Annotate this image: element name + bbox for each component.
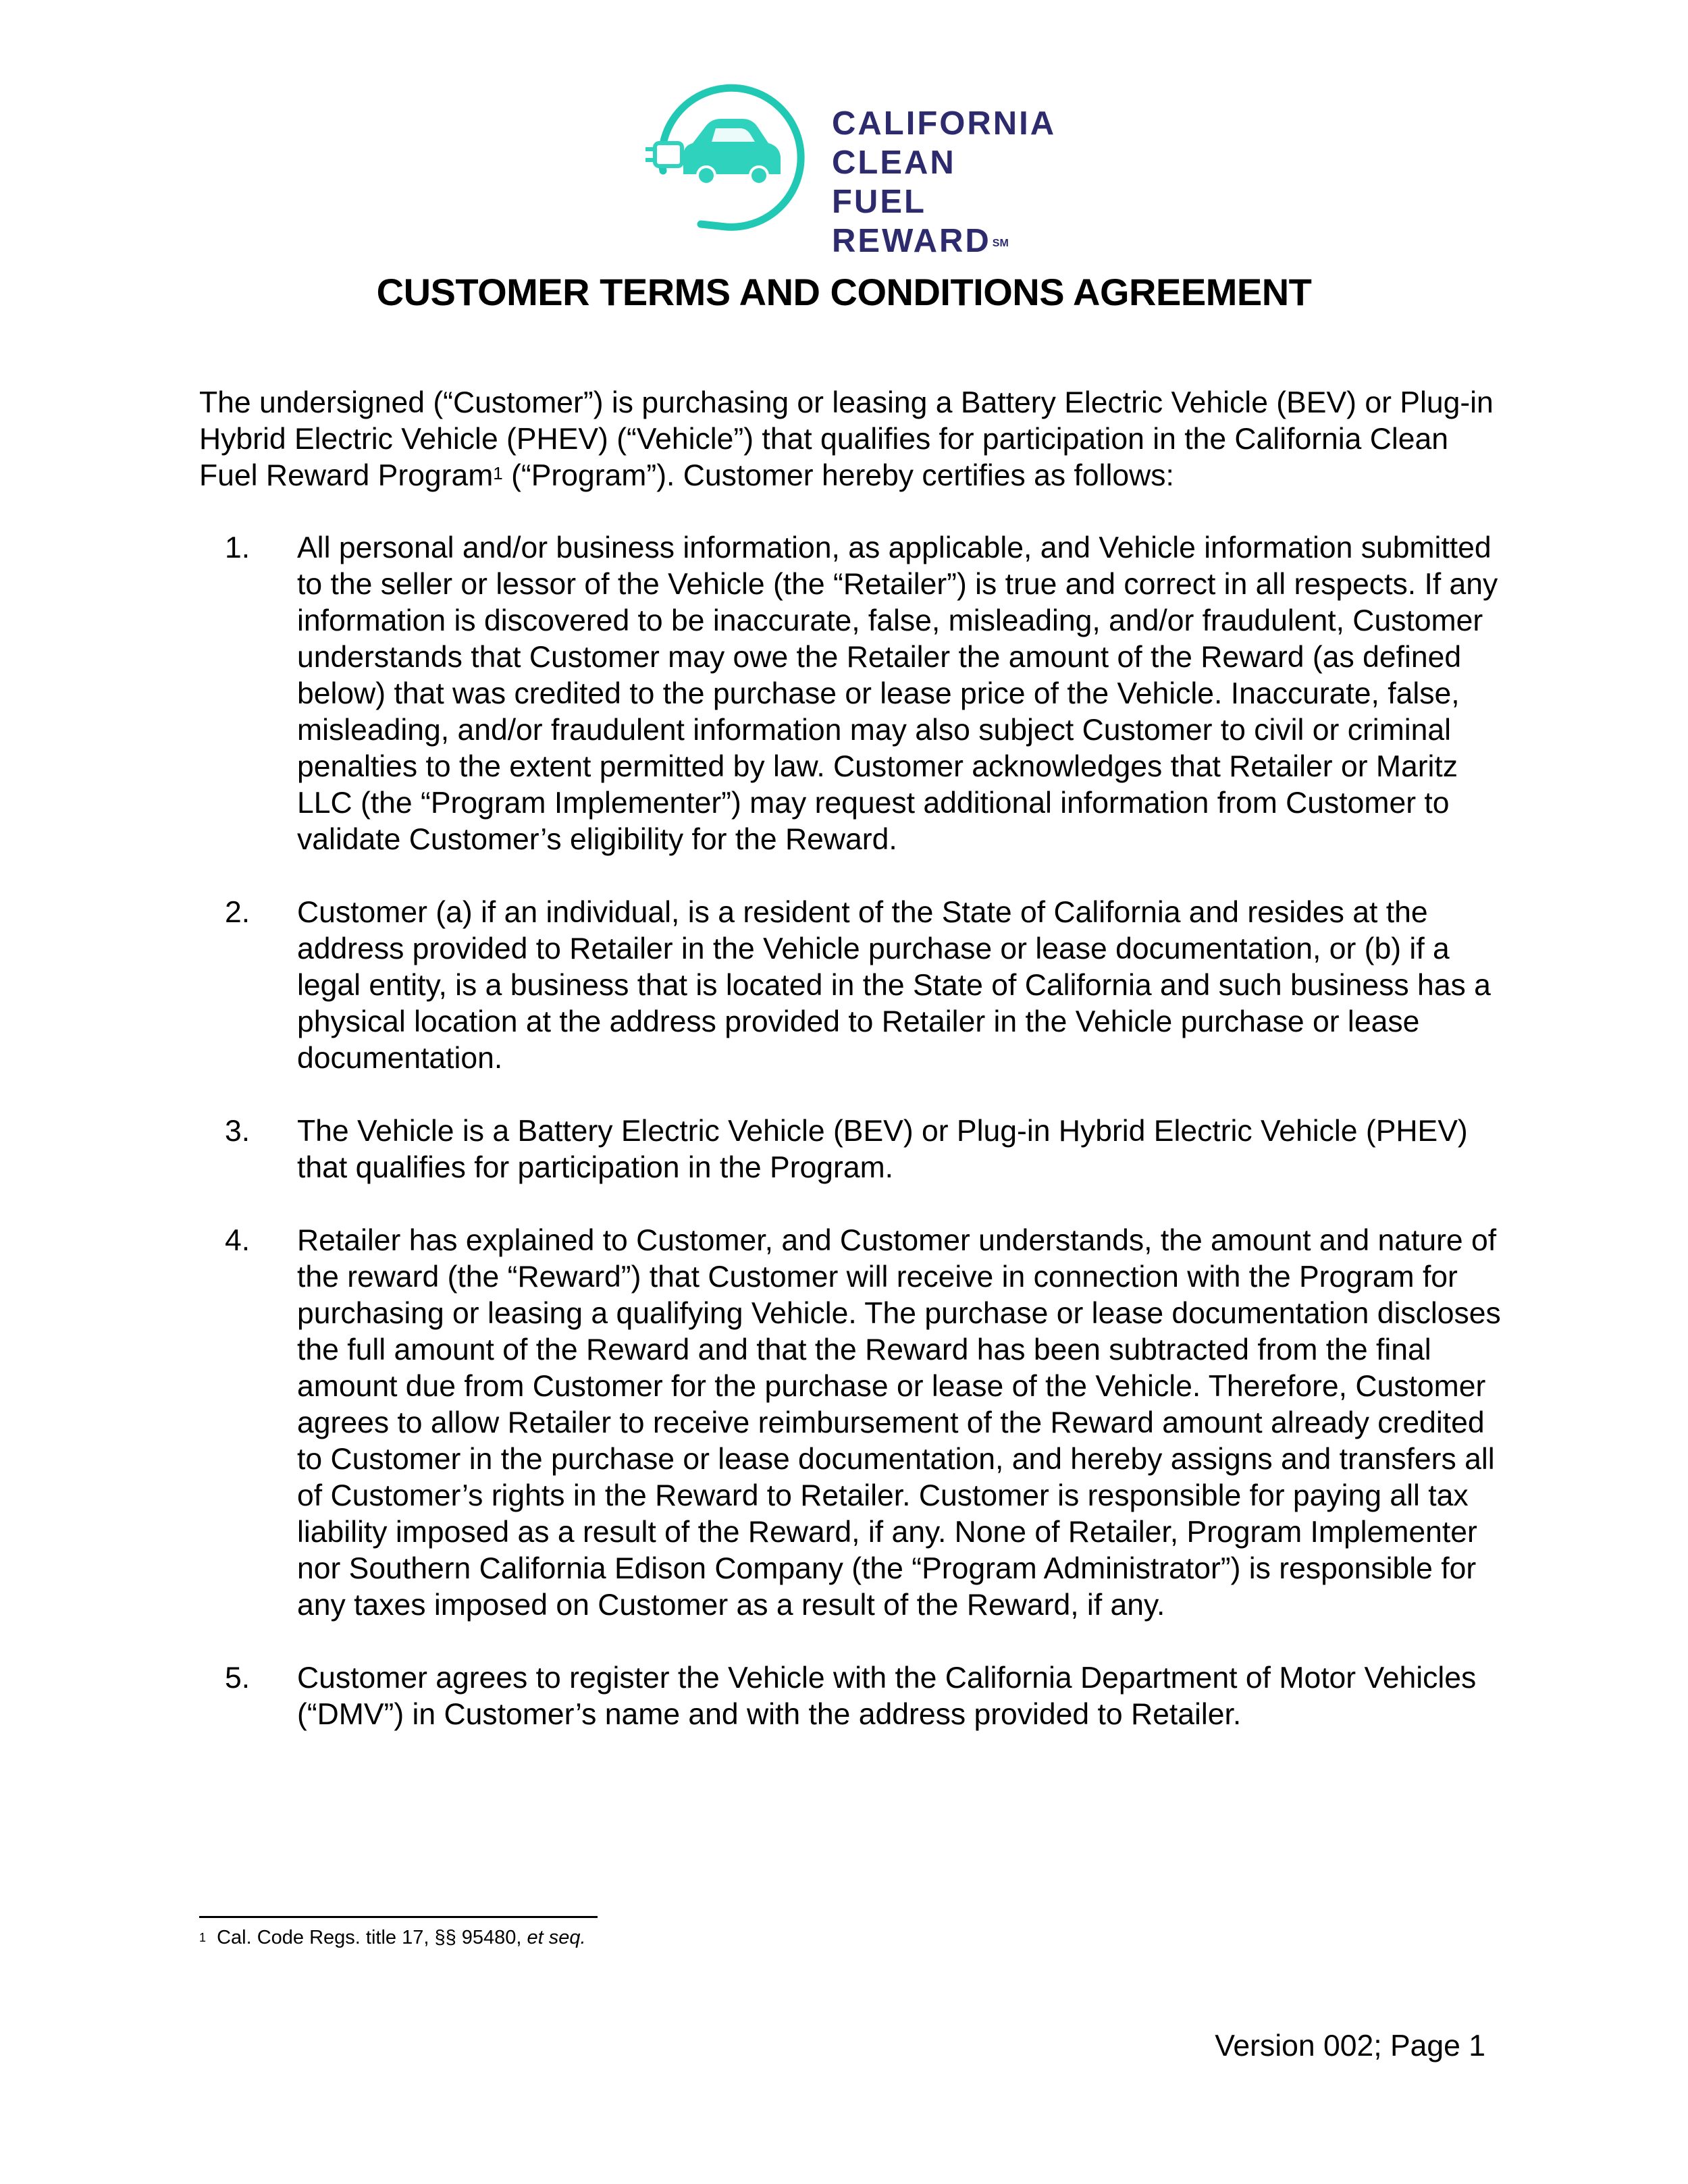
program-logo [641,73,1060,259]
term-text: Retailer has explained to Customer, and Customer understands, the amount and nature of the reward (the “Reward”) that Customer will receive in connection with the Program for purchasing or leasing a qualifying Vehicle. The purchase or lease documentation discloses the full amount of the Reward and that the Reward has been subtracted from the final amount due from Customer for the purchase or lease of the Vehicle. Therefore, Customer agrees to allow Retailer to receive reimbursement of the Reward amount already credited to Customer in the purchase or lease documentation, and hereby assigns and transfers all of Customer’s rights in the Reward to Retailer. Customer is responsible for paying all tax liability imposed as a result of the Reward, if any. None of Retailer, Program Implementer nor Southern California Edison Company (the “Program Administrator”) is responsible for any taxes imposed on Customer as a result of the Reward, if any. [297,1224,1501,1622]
intro-paragraph: The undersigned (“Customer”) is purchasing or leasing a Battery Electric Vehicle (BEV) or Plug-in Hybrid Electric Vehicle (PHEV) (“Vehicle”) that qualifies for participation in the California Clean Fuel Reward Program$^1$ (“Program”). Customer hereby certifies as follows: [199,386,1494,492]
footnote: $^1$ Cal. Code Regs. title 17, §§ 95480, et seq. [199,1927,586,1948]
term-item [199,1113,1502,1186]
term-text: The Vehicle is a Battery Electric Vehicle (BEV) or Plug-in Hybrid Electric Vehicle (PHEV) that qualifies for participation in the Program. [297,1115,1468,1184]
term-item [199,1660,1502,1733]
footnote-reference: 1 [493,463,503,483]
plug-car-icon [641,73,810,242]
page-version-footer: Version 002; Page 1 [1215,2029,1485,2062]
term-item [199,895,1502,1077]
term-number: 3. [225,1115,250,1148]
term-number: 1. [225,531,250,564]
logo-line-2: CLEAN FUEL [832,144,956,220]
service-mark: SM [992,238,1009,249]
logo-wordmark [832,104,1060,261]
footnote-italic: et seq. [527,1927,586,1948]
term-number: 4. [225,1224,250,1257]
footnote-number: 1 [199,1931,207,1944]
logo-line-1: CALIFORNIA [832,105,1057,142]
term-number: 2. [225,896,250,929]
term-text: Customer (a) if an individual, is a resident of the State of California and resides at the address provided to Retailer in the Vehicle purchase or lease documentation, or (b) if a legal entity, is a business that is located in the State of California and such business has a physical location at the address provided to Retailer in the Vehicle purchase or lease documentation. [297,896,1491,1075]
document-title: CUSTOMER TERMS AND CONDITIONS AGREEMENT [376,271,1312,313]
term-item [199,1223,1502,1624]
footnote-divider [199,1916,598,1918]
term-text: All personal and/or business information, as applicable, and Vehicle information submitted to the seller or lessor of the Vehicle (the “Retailer”) is true and correct in all respects. If any information is discovered to be inaccurate, false, misleading, and/or fraudulent, Customer understands that Customer may owe the Retailer the amount of the Reward (as defined below) that was credited to the purchase or lease price of the Vehicle. Inaccurate, false, misleading, and/or fraudulent information may also subject Customer to civil or criminal penalties to the extent permitted by law. Customer acknowledges that Retailer or Maritz LLC (the “Program Implementer”) may request additional information from Customer to validate Customer’s eligibility for the Reward. [297,531,1498,856]
terms-list [199,530,1502,1769]
term-item [199,530,1502,858]
term-text: Customer agrees to register the Vehicle with the California Department of Motor Vehicles (“DMV”) in Customer’s name and with the address provided to Retailer. [297,1661,1477,1731]
term-number: 5. [225,1661,250,1695]
logo-line-3: REWARD ℠ [832,223,1009,259]
